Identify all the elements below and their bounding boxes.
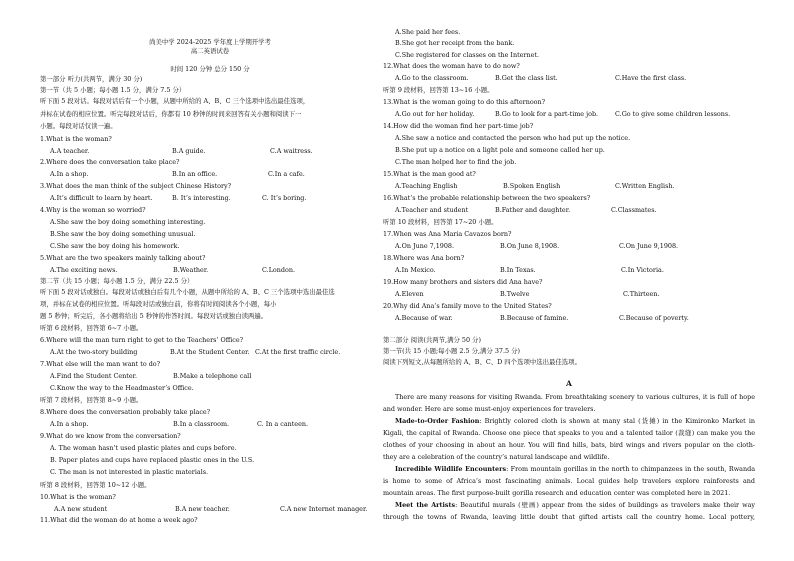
option-c: C.Thirteen. bbox=[623, 290, 660, 298]
question-stem: 7.What else will the man want to do? bbox=[40, 360, 161, 368]
option-a: A.She saw the boy doing something interesting. bbox=[50, 218, 206, 226]
option-a: A. The woman hasn’t used plastic plates and cups before. bbox=[50, 444, 237, 452]
passage-line: Kigali, the capital of Rwanda. Choose one piece that speaks to you and a talented tailor (裁缝) can make you the bbox=[383, 429, 755, 437]
option-b: B.A new teacher. bbox=[175, 505, 230, 513]
listening-note: 听第 10 段材料，回答第 17~20 小题。 bbox=[383, 218, 498, 226]
p2-heading: Incredible Wildlife Encounters bbox=[395, 465, 507, 473]
option-b: B.Twelve bbox=[500, 290, 530, 298]
option-a: A.It’s difficult to learn by heart. bbox=[50, 194, 153, 202]
question-stem: 1.What is the woman? bbox=[40, 135, 112, 143]
option-c: C.Written English. bbox=[615, 182, 675, 190]
listening-note: 听第 7 段材料，回答第 8~9 小题。 bbox=[40, 396, 143, 404]
option-b: B.Because of famine. bbox=[500, 314, 569, 322]
option-a: A.The exciting news. bbox=[50, 266, 118, 274]
question-stem: 19.How many brothers and sisters did Ana have? bbox=[383, 278, 543, 286]
section1-instruction: 听下面 5 段对话。每段对话后有一个小题，从题中所给的 A、B、C 三个选项中选出最佳选项， bbox=[40, 97, 310, 105]
option-b: B.Make a telephone call bbox=[173, 372, 252, 380]
option-b: B.Weather. bbox=[173, 266, 209, 274]
option-a: A.Find the Student Center. bbox=[50, 372, 138, 380]
passage-line: they are a celebration of the country’s natural landscape and wildlife. bbox=[383, 453, 610, 461]
option-a: A.At the two-story building bbox=[50, 348, 138, 356]
section2-instruction: 题 5 秒钟；听完后，各小题将给出 5 秒钟的作答时间。每段对话或独白读两遍。 bbox=[40, 312, 268, 320]
section1-title: 第一节（共 5 小题；每小题 1.5 分，满分 7.5 分） bbox=[40, 86, 186, 94]
option-b: B.On June 8,1908. bbox=[500, 242, 560, 250]
option-b: B.In a classroom. bbox=[173, 420, 230, 428]
school-title: 尚美中学 2024-2025 学年度上学期开学考 bbox=[149, 38, 271, 46]
subject-title: 高二英语试卷 bbox=[190, 47, 230, 55]
question-stem: 9.What do we know from the conversation? bbox=[40, 432, 181, 440]
question-stem: 8.Where does the conversation probably take place? bbox=[40, 408, 211, 416]
option-a: A.She saw a notice and contacted the person who had put up the notice. bbox=[395, 134, 631, 142]
option-c: C.A waitress. bbox=[270, 147, 313, 155]
option-c: C.In Victoria. bbox=[621, 266, 664, 274]
option-a: A.In a shop. bbox=[50, 420, 89, 428]
option-c: C.Have the first class. bbox=[615, 74, 687, 82]
option-b: B.A guide. bbox=[172, 147, 206, 155]
section2-title: 第二节（共 15 小题；每小题 1.5 分，满分 22.5 分） bbox=[40, 277, 194, 285]
question-stem: 20.Why did Ana’s family move to the United States? bbox=[383, 302, 552, 310]
section1-instruction: 并标在试卷的相应位置。听完每段对话后，你都有 10 秒钟的时间来回答有关小题和阅读下一 bbox=[40, 110, 302, 118]
right-column bbox=[383, 0, 755, 561]
section1-instruction: 小题。每段对话仅读一遍。 bbox=[40, 122, 117, 130]
option-a: A.A teacher. bbox=[50, 147, 90, 155]
option-a: A.She paid her fees. bbox=[395, 28, 461, 36]
option-b: B.Spoken English bbox=[503, 182, 561, 190]
question-stem: 13.What is the woman going to do this afternoon? bbox=[383, 98, 546, 106]
option-c: C.London. bbox=[262, 266, 295, 274]
option-c: C.She registered for classes on the Internet. bbox=[395, 51, 539, 59]
passage-label: A bbox=[566, 379, 572, 388]
p3-heading: Meet the Artists bbox=[395, 501, 456, 509]
question-stem: 16.What’s the probable relationship between the two speakers? bbox=[383, 194, 591, 202]
option-a: A.On June 7,1908. bbox=[395, 242, 455, 250]
question-stem: 15.What is the man good at? bbox=[383, 170, 476, 178]
passage-line: Made-to-Order Fashion: Brightly colored cloth is shown at many stal (货摊) in the Kimironko Market in bbox=[395, 417, 755, 425]
option-c: C. In a canteen. bbox=[257, 420, 309, 428]
option-b: B.She got her receipt from the bank. bbox=[395, 39, 515, 47]
time-score: 时间 120 分钟 总分 150 分 bbox=[170, 65, 250, 73]
option-a: A.Go to the classroom. bbox=[395, 74, 469, 82]
option-c: C.In a cafe. bbox=[268, 170, 305, 178]
listening-note: 听第 9 段材料，回答第 13~16 小题。 bbox=[383, 86, 494, 94]
question-stem: 18.Where was Ana born? bbox=[383, 254, 465, 262]
option-c: C.A new Internet manager. bbox=[280, 505, 368, 513]
question-stem: 11.What did the woman do at home a week ago? bbox=[40, 516, 198, 524]
option-a: A.Go out for her holiday. bbox=[395, 110, 475, 118]
option-c: C.Know the way to the Headmaster’s Office. bbox=[50, 384, 194, 392]
option-c: C.She saw the boy doing his homework. bbox=[50, 242, 180, 250]
question-stem: 4.Why is the woman so worried? bbox=[40, 206, 146, 214]
part1-title: 第一部分 听力(共两节，满分 30 分) bbox=[40, 75, 143, 83]
passage-line: Meet the Artists: Beautiful murals (壁画) appear from the sides of buildings as travelers make their way bbox=[395, 501, 756, 509]
passage-line: and wonder. Here are some must-enjoy experiences for travelers. bbox=[383, 405, 596, 413]
option-b: B. Paper plates and cups have replaced plastic ones in the U.S. bbox=[50, 456, 255, 464]
option-c: C. The man is not interested in plastic materials. bbox=[50, 468, 209, 476]
option-c: C.The man helped her to find the job. bbox=[395, 158, 517, 166]
option-b: B.Father and daughter. bbox=[495, 206, 571, 214]
part2-section1-title: 第一节(共 15 小题;每小题 2.5 分,满分 37.5 分) bbox=[383, 347, 520, 355]
question-stem: 5.What are the two speakers mainly talking about? bbox=[40, 254, 206, 262]
p1-heading: Made-to-Order Fashion bbox=[395, 417, 480, 425]
question-stem: 2.Where does the conversation take place? bbox=[40, 158, 180, 166]
option-a: A.A new student bbox=[54, 505, 108, 513]
part2-title: 第二部分 阅读(共两节,满分 50 分) bbox=[383, 336, 481, 344]
option-c: C. It’s boring. bbox=[262, 194, 307, 202]
option-a: A.Because of war. bbox=[395, 314, 453, 322]
passage-line: through the towns of Rwanda, leaving little doubt that gifted artists call the country home. Local pottery, bbox=[383, 513, 755, 521]
option-c: C.At the first traffic circle. bbox=[255, 348, 341, 356]
option-b: B.She put up a notice on a light pole and someone called her up. bbox=[395, 146, 605, 154]
listening-note: 听第 6 段材料，回答第 6~7 小题。 bbox=[40, 324, 143, 332]
section2-instruction: 听下面 5 段对话或独白。每段对话或独白后有几个小题，从题中所给的 A、B、C 三个选项中选出最佳选 bbox=[40, 288, 335, 296]
option-a: A.In a shop. bbox=[50, 170, 89, 178]
passage-line: mountain areas. The first purpose-built gorilla research and education center was completed here in 2021. bbox=[383, 489, 731, 497]
option-c: C.Because of poverty. bbox=[619, 314, 689, 322]
option-c: C.Classmates. bbox=[611, 206, 657, 214]
question-stem: 17.When was Ana Maria Cavazos born? bbox=[383, 230, 512, 238]
option-a: A.Teacher and student bbox=[395, 206, 469, 214]
question-stem: 10.What is the woman? bbox=[40, 493, 116, 501]
listening-note: 听第 8 段材料，回答第 10~12 小题。 bbox=[40, 481, 151, 489]
option-c: C.Go to give some children lessons. bbox=[615, 110, 731, 118]
option-b: B.Go to look for a part-time job. bbox=[495, 110, 599, 118]
left-column bbox=[40, 0, 380, 561]
passage-line: Incredible Wildlife Encounters: From mountain gorillas in the north to chimpanzees in the south, Rwanda bbox=[395, 465, 756, 473]
passage-line: clothes of your choosing in about an hour. You will find hills, bats, bird wings and rivers popular on the cloth- bbox=[383, 441, 755, 449]
option-b: B.In an office. bbox=[172, 170, 218, 178]
passage-line: There are many reasons for visiting Rwanda. From breathtaking scenery to various cultures, it is full of hope bbox=[395, 393, 755, 401]
option-a: A.In Mexico. bbox=[395, 266, 436, 274]
section2-instruction: 项，并标在试卷的相应位置。听每段对话或独白前，你将有时间阅读各个小题，每小 bbox=[40, 300, 277, 308]
option-b: B.She saw the boy doing something unusual. bbox=[50, 230, 196, 238]
part2-instruction: 阅读下列短文,从每题所给的 A、B、C、D 四个选项中选出最佳选项。 bbox=[383, 358, 581, 366]
question-stem: 14.How did the woman find her part-time job? bbox=[383, 122, 534, 130]
option-a: A.Teaching English bbox=[395, 182, 458, 190]
option-a: A.Eleven bbox=[395, 290, 424, 298]
passage-line: is home to some of Africa’s most fascinating animals. Local guides help travelers explore rainforests and bbox=[383, 477, 755, 485]
question-stem: 6.Where will the man turn right to get to the Teachers’ Office? bbox=[40, 336, 244, 344]
option-b: B. It’s interesting. bbox=[172, 194, 231, 202]
option-c: C.On June 9,1908. bbox=[619, 242, 679, 250]
option-b: B.Get the class list. bbox=[495, 74, 558, 82]
option-b: B.In Texas. bbox=[500, 266, 536, 274]
question-stem: 12.What does the woman have to do now? bbox=[383, 62, 520, 70]
option-b: B.At the Student Center. bbox=[170, 348, 250, 356]
question-stem: 3.What does the man think of the subject Chinese History? bbox=[40, 182, 232, 190]
